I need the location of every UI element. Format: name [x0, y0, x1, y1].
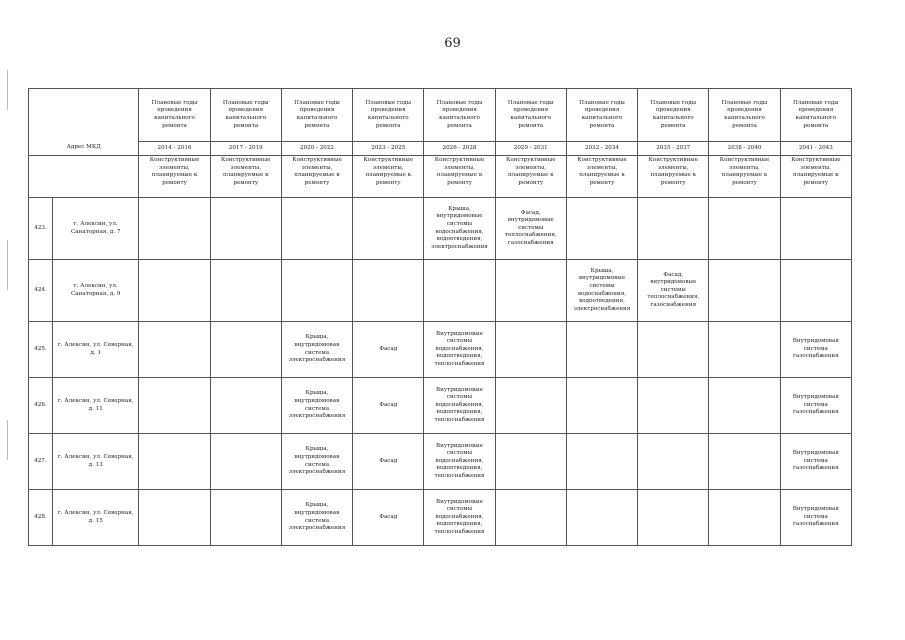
period-title: Плановые годы проведения капитального ремонта	[424, 89, 495, 142]
repair-cell	[495, 322, 566, 378]
repair-cell	[638, 198, 709, 260]
header-row-titles	[29, 89, 852, 142]
repair-cell: Крыша, внутридомовая система электроснабжения	[281, 378, 352, 434]
period-years: 2014 - 2016	[139, 142, 210, 156]
period-title: Плановые годы проведения капитального ремонта	[709, 89, 780, 142]
repair-cell	[709, 378, 780, 434]
table-row	[29, 322, 852, 378]
period-years: 2035 - 2037	[638, 142, 709, 156]
period-elements: Конструктивные элементы, планируемые к ремонту	[638, 156, 709, 198]
repair-cell	[709, 322, 780, 378]
period-elements: Конструктивные элементы, планируемые к ремонту	[424, 156, 495, 198]
row-number: 423.	[29, 198, 53, 260]
period-elements: Конструктивные элементы, планируемые к ремонту	[281, 156, 352, 198]
table-row	[29, 198, 852, 260]
repair-cell: Фасад, внутридомовые системы теплоснабжения, газоснабжения	[638, 260, 709, 322]
page-number: 69	[444, 36, 461, 51]
header-row-years	[29, 142, 852, 156]
repair-cell: Фасад	[353, 378, 424, 434]
period-elements: Конструктивные элементы, планируемые к ремонту	[566, 156, 637, 198]
period-title: Плановые годы проведения капитального ремонта	[210, 89, 281, 142]
row-address: г. Алексин, ул. Северная, д. 1	[53, 322, 139, 378]
repair-cell: Внутридомовая система газоснабжения	[780, 378, 851, 434]
period-title: Плановые годы проведения капитального ремонта	[780, 89, 851, 142]
row-address: г. Алексин, ул. Северная, д. 13	[53, 434, 139, 490]
row-address: г. Алексин, ул. Санаторная, д. 7	[53, 198, 139, 260]
repair-cell	[210, 322, 281, 378]
header-blank	[29, 156, 139, 198]
repair-cell	[210, 490, 281, 546]
repair-cell	[353, 260, 424, 322]
repair-cell	[566, 198, 637, 260]
table-row	[29, 490, 852, 546]
repair-cell	[495, 490, 566, 546]
repair-cell: Крыша, внутридомовые системы водоснабжения, водоотведения, электроснабжения	[424, 198, 495, 260]
period-title: Плановые годы проведения капитального ремонта	[281, 89, 352, 142]
repair-cell: Крыша, внутридомовая система электроснабжения	[281, 434, 352, 490]
period-title: Плановые годы проведения капитального ремонта	[139, 89, 210, 142]
row-address: г. Алексин, ул. Северная, д. 11	[53, 378, 139, 434]
repair-cell: Фасад	[353, 490, 424, 546]
row-address: г. Алексин, ул. Санаторная, д. 9	[53, 260, 139, 322]
period-title: Плановые годы проведения капитального ремонта	[638, 89, 709, 142]
repair-cell	[709, 260, 780, 322]
repair-cell	[281, 198, 352, 260]
repair-cell	[281, 260, 352, 322]
repair-cell	[780, 260, 851, 322]
margin-mark	[7, 420, 8, 460]
repair-cell	[139, 378, 210, 434]
repair-cell	[638, 378, 709, 434]
repair-cell	[495, 260, 566, 322]
repair-cell: Внутридомовые системы водоснабжения, водоотведения, теплоснабжения	[424, 490, 495, 546]
repair-cell	[210, 378, 281, 434]
period-years: 2041 - 2043	[780, 142, 851, 156]
table-row	[29, 434, 852, 490]
repair-cell: Фасад	[353, 322, 424, 378]
repair-cell	[566, 378, 637, 434]
repair-cell	[424, 260, 495, 322]
repair-cell: Внутридомовая система газоснабжения	[780, 434, 851, 490]
period-title: Плановые годы проведения капитального ремонта	[353, 89, 424, 142]
repair-cell	[210, 198, 281, 260]
row-number: 426.	[29, 378, 53, 434]
repair-cell	[638, 490, 709, 546]
period-years: 2020 - 2022	[281, 142, 352, 156]
repair-cell	[210, 260, 281, 322]
repair-cell: Крыша, внутридомовая система электроснабжения	[281, 490, 352, 546]
repair-schedule-table	[28, 88, 852, 546]
repair-cell: Фасад	[353, 434, 424, 490]
repair-cell	[780, 198, 851, 260]
period-title: Плановые годы проведения капитального ремонта	[495, 89, 566, 142]
period-elements: Конструктивные элементы, планируемые к ремонту	[495, 156, 566, 198]
period-elements: Конструктивные элементы, планируемые к ремонту	[709, 156, 780, 198]
repair-cell: Крыша, внутридомовая система электроснабжения	[281, 322, 352, 378]
header-row-elements	[29, 156, 852, 198]
margin-mark	[7, 240, 8, 290]
table-row	[29, 260, 852, 322]
repair-cell: Фасад, внутридомовые системы теплоснабжения, газоснабжения	[495, 198, 566, 260]
repair-cell	[566, 434, 637, 490]
period-elements: Конструктивные элементы, планируемые к ремонту	[139, 156, 210, 198]
repair-cell	[495, 434, 566, 490]
repair-cell	[139, 198, 210, 260]
row-number: 428.	[29, 490, 53, 546]
repair-cell	[638, 322, 709, 378]
period-years: 2029 - 2031	[495, 142, 566, 156]
repair-cell	[210, 434, 281, 490]
repair-cell: Внутридомовые системы водоснабжения, водоотведения, теплоснабжения	[424, 322, 495, 378]
period-years: 2038 - 2040	[709, 142, 780, 156]
margin-mark	[7, 70, 8, 110]
row-number: 427.	[29, 434, 53, 490]
repair-cell	[709, 434, 780, 490]
repair-cell	[638, 434, 709, 490]
period-elements: Конструктивные элементы, планируемые к ремонту	[353, 156, 424, 198]
repair-cell	[566, 490, 637, 546]
period-years: 2017 - 2019	[210, 142, 281, 156]
period-elements: Конструктивные элементы, планируемые к ремонту	[780, 156, 851, 198]
row-address: г. Алексин, ул. Северная, д. 15	[53, 490, 139, 546]
table-row	[29, 378, 852, 434]
address-header: Адрес МКД	[29, 89, 139, 156]
repair-cell	[495, 378, 566, 434]
period-title: Плановые годы проведения капитального ремонта	[566, 89, 637, 142]
period-years: 2023 - 2025	[353, 142, 424, 156]
repair-cell: Внутридомовые системы водоснабжения, водоотведения, теплоснабжения	[424, 434, 495, 490]
repair-cell: Крыша, внутридомовые системы водоснабжения, водоотведения, электроснабжения	[566, 260, 637, 322]
repair-cell	[139, 434, 210, 490]
row-number: 424.	[29, 260, 53, 322]
repair-cell	[139, 322, 210, 378]
repair-cell	[353, 198, 424, 260]
repair-cell	[139, 260, 210, 322]
repair-cell	[709, 490, 780, 546]
repair-cell: Внутридомовая система газоснабжения	[780, 490, 851, 546]
period-years: 2032 - 2034	[566, 142, 637, 156]
period-elements: Конструктивные элементы, планируемые к ремонту	[210, 156, 281, 198]
repair-cell	[139, 490, 210, 546]
period-years: 2026 - 2028	[424, 142, 495, 156]
repair-cell	[566, 322, 637, 378]
row-number: 425.	[29, 322, 53, 378]
repair-cell: Внутридомовая система газоснабжения	[780, 322, 851, 378]
repair-cell: Внутридомовые системы водоснабжения, водоотведения, теплоснабжения	[424, 378, 495, 434]
repair-cell	[709, 198, 780, 260]
